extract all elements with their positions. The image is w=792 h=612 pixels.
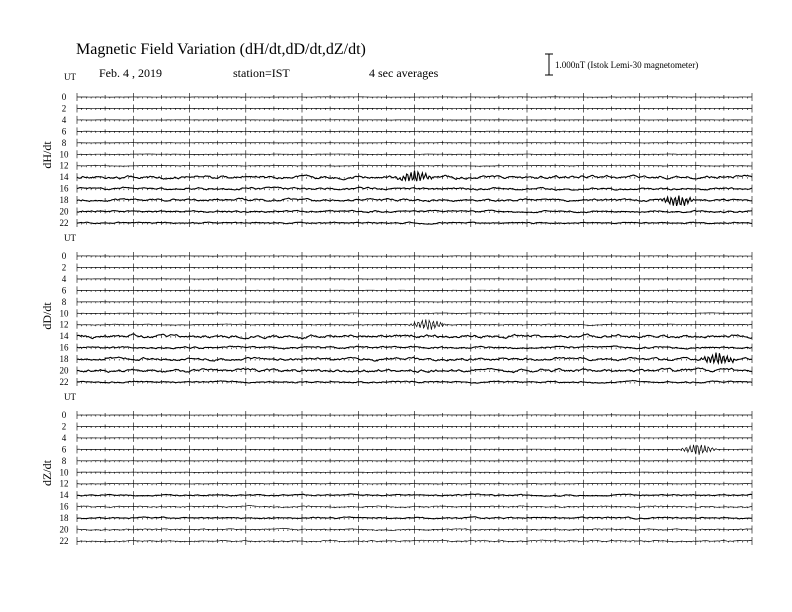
ut-axis-label: UT: [64, 392, 76, 402]
row-label: 2: [61, 103, 67, 114]
row-label: 4: [61, 114, 67, 125]
component-axis-label: dZ/dt: [40, 460, 54, 486]
row-label: 14: [59, 172, 69, 183]
row-label: 18: [59, 354, 69, 365]
row-label: 0: [61, 251, 67, 261]
row-label: 22: [59, 535, 69, 546]
row-label: 12: [59, 319, 69, 330]
row-label: 22: [59, 376, 69, 387]
row-label: 8: [61, 455, 67, 466]
panel-0: [40, 72, 752, 228]
panel-1: [40, 233, 752, 387]
row-label: 10: [59, 149, 69, 160]
row-label: 18: [59, 513, 69, 524]
trace-line: [77, 483, 752, 484]
row-label: 8: [61, 137, 67, 148]
row-label: 12: [59, 478, 69, 489]
row-label: 20: [59, 524, 69, 535]
row-label: 0: [61, 410, 67, 420]
row-label: 18: [59, 195, 69, 206]
row-label: 14: [59, 490, 69, 501]
trace-line: [77, 154, 752, 155]
row-label: 10: [59, 308, 69, 319]
ut-axis-label: UT: [64, 72, 76, 82]
row-label: 20: [59, 365, 69, 376]
row-label: 16: [59, 501, 69, 512]
row-label: 4: [61, 273, 67, 284]
row-label: 4: [61, 432, 67, 443]
chart-title: Magnetic Field Variation (dH/dt,dD/dt,dZ/dt): [76, 41, 366, 58]
row-label: 20: [59, 206, 69, 217]
row-label: 10: [59, 467, 69, 478]
row-label: 2: [61, 262, 67, 273]
row-label: 0: [61, 92, 67, 102]
row-label: 22: [59, 217, 69, 228]
averaging-label: 4 sec averages: [369, 66, 439, 80]
scale-bar-icon: [545, 54, 553, 75]
panel-2: [40, 392, 752, 546]
time-ticks: [77, 503, 752, 511]
scale-bar-label: 1.000nT (Istok Lemi-30 magnetometer): [555, 60, 699, 70]
row-label: 8: [61, 296, 67, 307]
row-label: 16: [59, 342, 69, 353]
component-axis-label: dH/dt: [40, 141, 54, 169]
row-label: 14: [59, 331, 69, 342]
row-label: 6: [61, 444, 67, 455]
row-label: 12: [59, 160, 69, 171]
row-label: 6: [61, 285, 67, 296]
date-label: Feb. 4 , 2019: [99, 66, 162, 80]
ut-axis-label: UT: [64, 233, 76, 243]
station-label: station=IST: [233, 66, 290, 80]
row-label: 2: [61, 421, 67, 432]
row-label: 6: [61, 126, 67, 137]
row-label: 16: [59, 183, 69, 194]
component-axis-label: dD/dt: [40, 302, 54, 330]
